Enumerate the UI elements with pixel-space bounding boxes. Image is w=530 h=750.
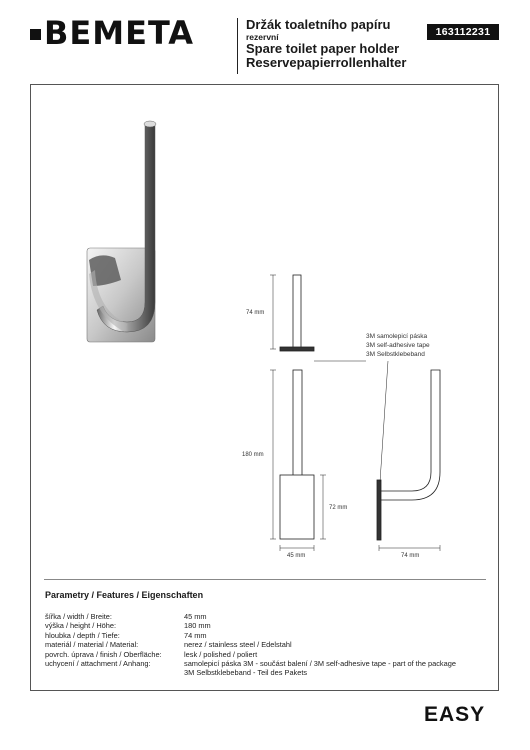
feature-label: [45, 668, 184, 677]
dim-height: 180 mm: [242, 452, 264, 458]
feature-row: [45, 650, 495, 659]
feature-label: šířka / width / Breite:: [45, 612, 112, 621]
features-divider: [44, 579, 486, 580]
feature-label: hloubka / depth / Tiefe:: [45, 630, 120, 640]
dim-side-depth: 74 mm: [401, 553, 420, 559]
logo-text: BEMETA: [44, 14, 195, 52]
feature-value: 3M Selbstklebeband - Teil des Pakets: [184, 668, 308, 678]
feature-value: 180 mm: [184, 621, 211, 631]
tape-label-cz: 3M samolepicí páska: [366, 333, 428, 340]
feature-row: [45, 621, 495, 630]
feature-value: 45 mm: [184, 612, 207, 621]
title-cz: Držák toaletního papíru: [246, 17, 391, 32]
feature-row: [45, 631, 495, 640]
tape-label-en: 3M self-adhesive tape: [366, 342, 430, 349]
feature-row: [45, 668, 495, 677]
feature-value: samolepicí páska 3M - součást balení / 3M self-adhesive tape - part of the package: [184, 659, 456, 669]
feature-value: 74 mm: [184, 630, 207, 640]
title-cz-sub: rezervní: [246, 32, 279, 42]
feature-value: lesk / polished / poliert: [184, 649, 258, 659]
feature-value: nerez / stainless steel / Edelstahl: [184, 640, 292, 650]
feature-row: [45, 659, 495, 668]
feature-label: uchycení / attachment / Anhang:: [45, 659, 151, 669]
features-section: [45, 590, 495, 678]
tape-label-de: 3M Selbstklebeband: [366, 351, 425, 358]
feature-label: materiál / material / Material:: [45, 640, 139, 650]
dim-plate-height: 72 mm: [329, 505, 348, 511]
dim-width: 45 mm: [287, 553, 306, 559]
feature-row: [45, 640, 495, 649]
title-de: Reservepapierrollenhalter: [246, 55, 407, 70]
feature-label: povrch. úprava / finish / Oberfläche:: [45, 649, 162, 659]
features-title: Parametry / Features / Eigenschaften: [45, 590, 204, 600]
title-en: Spare toilet paper holder: [246, 41, 400, 56]
feature-row: [45, 612, 495, 621]
feature-label: výška / height / Höhe:: [45, 621, 117, 631]
product-code-badge: 163112231: [427, 24, 499, 40]
dim-top-depth: 74 mm: [246, 310, 265, 316]
series-name: EASY: [424, 703, 486, 726]
